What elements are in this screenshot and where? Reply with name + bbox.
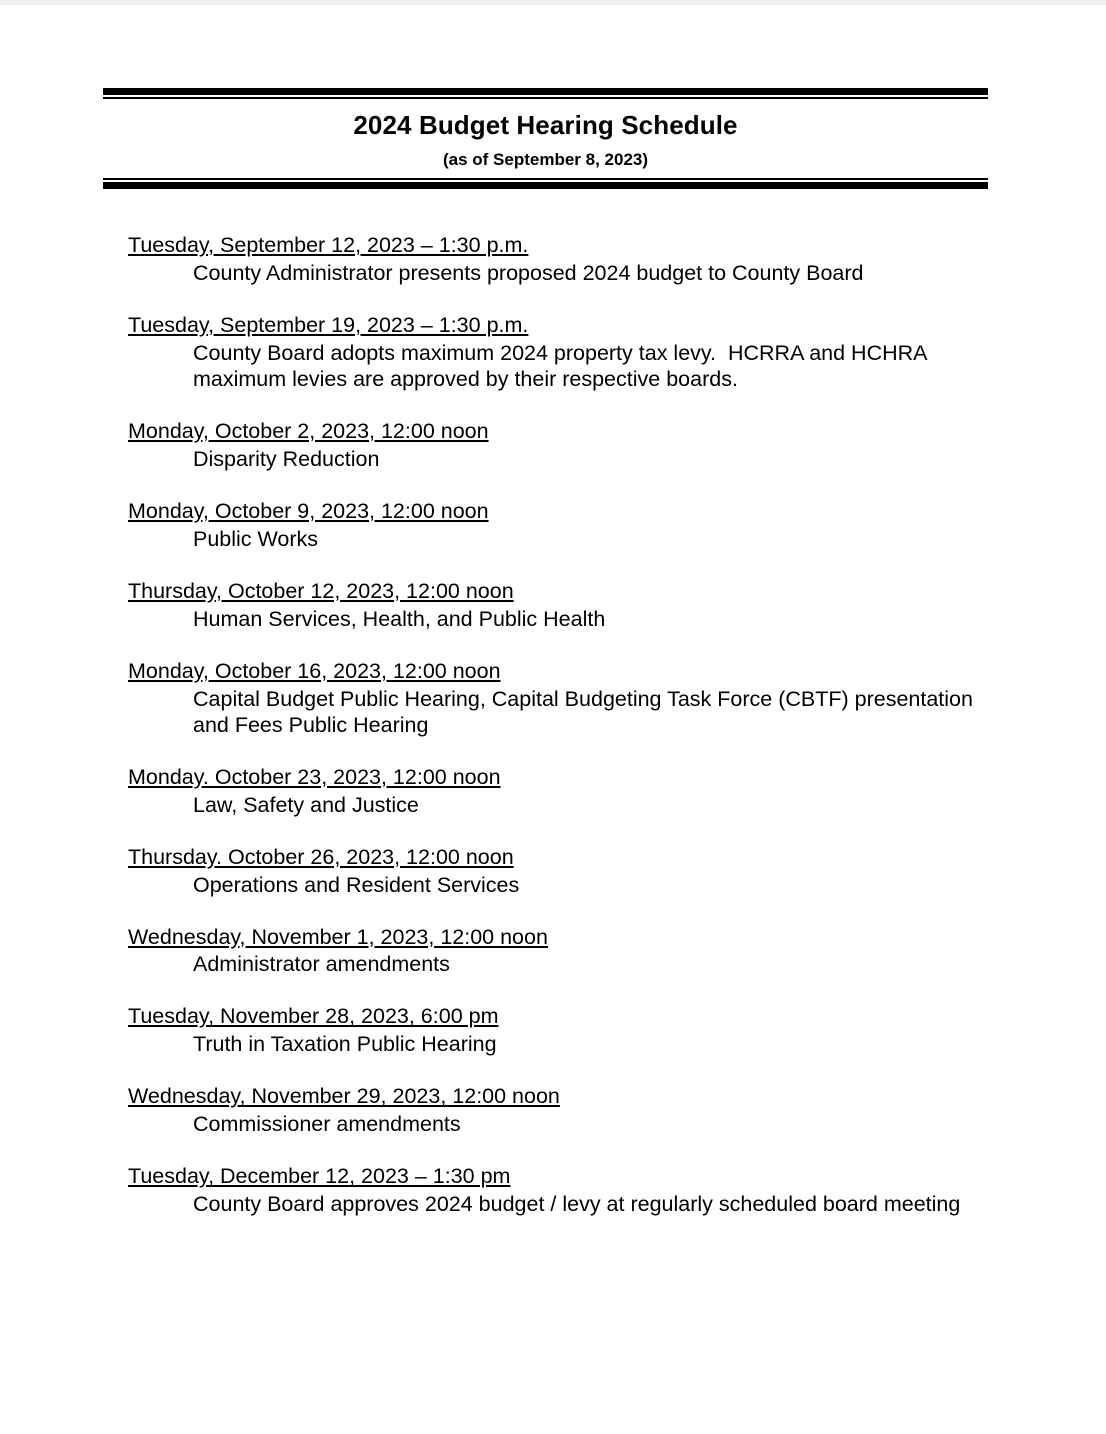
entry-description: Administrator amendments [193, 952, 450, 977]
document-header [103, 88, 988, 189]
entry-description: Disparity Reduction [193, 446, 380, 471]
header-bottom-rule [103, 178, 988, 189]
entry-date: Thursday. October 26, 2023, 12:00 noon [128, 844, 514, 869]
entry-description: Commissioner amendments [193, 1112, 461, 1137]
header-text-block [103, 99, 988, 178]
schedule-entry [128, 313, 988, 392]
schedule-list [128, 233, 988, 1217]
schedule-entry [128, 845, 988, 898]
entry-date: Thursday, October 12, 2023, 12:00 noon [128, 578, 514, 603]
schedule-entry [128, 925, 988, 978]
schedule-entry [128, 1084, 988, 1137]
entry-description: County Administrator presents proposed 2024 budget to County Board [193, 260, 864, 285]
entry-description: Capital Budget Public Hearing, Capital Budgeting Task Force (CBTF) presentation and Fees Public Hearing [193, 686, 979, 737]
entry-date: Monday, October 2, 2023, 12:00 noon [128, 418, 489, 443]
page-title: 2024 Budget Hearing Schedule [353, 110, 738, 140]
entry-date: Tuesday, September 19, 2023 – 1:30 p.m. [128, 312, 529, 337]
entry-description: Truth in Taxation Public Hearing [193, 1032, 497, 1057]
entry-date: Monday, October 9, 2023, 12:00 noon [128, 498, 489, 523]
schedule-entry [128, 579, 988, 632]
schedule-entry [128, 1004, 988, 1057]
entry-description: Law, Safety and Justice [193, 792, 419, 817]
schedule-entry [128, 419, 988, 472]
entry-description: Human Services, Health, and Public Health [193, 606, 606, 631]
schedule-entry [128, 233, 988, 286]
entry-date: Monday, October 16, 2023, 12:00 noon [128, 658, 501, 683]
entry-date: Wednesday, November 29, 2023, 12:00 noon [128, 1084, 560, 1109]
schedule-entry [128, 765, 988, 818]
schedule-entry [128, 659, 988, 738]
entry-date: Tuesday, September 12, 2023 – 1:30 p.m. [128, 233, 529, 257]
entry-date: Wednesday, November 1, 2023, 12:00 noon [128, 924, 548, 949]
entry-date: Monday. October 23, 2023, 12:00 noon [128, 764, 501, 789]
entry-date: Tuesday, November 28, 2023, 6:00 pm [128, 1004, 499, 1029]
page-subtitle: (as of September 8, 2023) [442, 149, 649, 169]
entry-date: Tuesday, December 12, 2023 – 1:30 pm [128, 1164, 511, 1189]
schedule-entry [128, 1164, 988, 1217]
schedule-entry [128, 499, 988, 552]
header-top-rule [103, 88, 988, 99]
entry-description: County Board approves 2024 budget / levy at regularly scheduled board meeting [193, 1192, 961, 1217]
entry-description: County Board adopts maximum 2024 property tax levy. HCRRA and HCHRA maximum levies are approved by their respective boards. [193, 340, 933, 391]
entry-description: Public Works [193, 526, 319, 551]
entry-description: Operations and Resident Services [193, 872, 520, 897]
